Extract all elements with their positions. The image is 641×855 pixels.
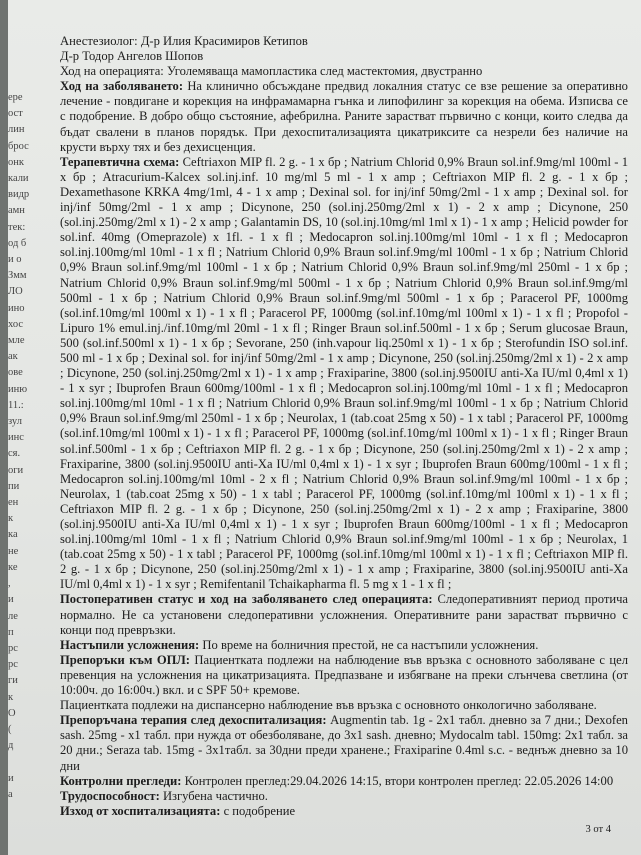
discharge-therapy-label: Препоръчана терапия след дехоспитализация:	[60, 713, 327, 728]
disease-course-section	[60, 79, 628, 154]
work-capacity-label: Трудоспособност:	[60, 788, 160, 803]
postop-label: Постоперативен статус и ход на заболяването след операцията:	[60, 592, 433, 607]
gp-recommendations-section	[60, 653, 628, 698]
operation-label: Ход на операцията:	[60, 64, 164, 79]
follow-up-text: Контролен преглед:29.04.2026 14:15, втори контролен преглед: 22.05.2026 14:00	[184, 773, 614, 788]
discharge-therapy-text: Augmentin tab. 1g - 2x1 табл. дневно за 7 дни.; Dexofen sash. 25mg - x1 табл. при нужда от обезболяване, до 3x1 sash. дневно; Mydocalm tabl. 150mg: 2x1 табл. за 20 дни.; Seraza tab. 15mg - 3x1табл. за 30дни преди хранене.; Fraxiparine 0.4ml s.c. - веднъж дневно за 10 дни	[60, 713, 628, 773]
postop-text: Следоперативният период протича нормално. Не са установени следоперативни усложнения. Оперативните рани зарастват първично с конци под превръзки.	[60, 592, 628, 637]
complications-label: Настъпили усложнения:	[60, 637, 200, 652]
gp-recommendations-text: Пациентката подлежи на наблюдение във връзка с основното заболяване с цел превенция на усложнения на цикатризацията. Предпазване и избягване на преки слънчева светлина (от 10:00ч. до 16:00ч.) вкл. и с SPF 50+ кремове.	[60, 652, 628, 698]
work-capacity-section	[60, 789, 628, 804]
page-number: 3 от 4	[585, 824, 611, 835]
gp-recommendations-text-2: Пациентката подлежи на диспансерно наблюдение във връзка с основното онкологично заболяване.	[60, 698, 597, 713]
therapy-text: Ceftriaxon MIP fl. 2 g. - 1 x бр ; Natrium Chlorid 0,9% Braun sol.inf.9mg/ml 100ml - 1 x бр ; Atracurium-Kalcex sol.inj.inf. 10 mg/ml 5 ml - 1 x amp ; Ceftriaxon MIP fl. 2 g. - 1 x бр ; Dexamethasone KRKA 4mg/1ml, 4 - 1 x amp ; Dexinal sol. for inj/inf 50mg/2ml - 1 x amp ; Dexinal sol. for inj/inf 50mg/2ml - 1 x amp ; Dicynone, 250 (sol.inj.250mg/2ml x 1) - 2 x amp ; Dicynone, 250 (sol.inj.250mg/2ml x 1) - 2 x amp ; Galantamin DS, 10 (sol.inj.10mg/ml 1ml x 1) - 1 x amp ; Helicid powder for sol.inf. 40mg (Omeprazole) x 1fl. - 1 x fl ; Medocapron sol.inj.100mg/ml 10ml - 1 x fl ; Medocapron sol.inj.100mg/ml 10ml - 1 x fl ; Natrium Chlorid 0,9% Braun sol.inf.9mg/ml 100ml - 1 x бр ; Natrium Chlorid 0,9% Braun sol.inf.9mg/ml 100ml - 1 x бр ; Natrium Chlorid 0,9% Braun sol.inf.9mg/ml 250ml - 1 x бр ; Natrium Chlorid 0,9% Braun sol.inf.9mg/ml 500ml - 1 x бр ; Natrium Chlorid 0,9% Braun sol.inf.9mg/ml 500ml - 1 x бр ; Natrium Chlorid 0,9% Braun sol.inf.9mg/ml 500ml - 1 x бр ; Paracerol PF, 1000mg (sol.inf.10mg/ml 100ml x 1) - 1 x fl ; Paracerol PF, 1000mg (sol.inf.10mg/ml 100ml x 1) - 1 x fl ; Propofol - Lipuro 1% emul.inj./inf.10mg/ml 20ml - 1 x fl ; Ringer Braun sol.inf.500ml - 1 x бр ; Serum glucosae Braun, 500 (sol.inf.500ml x 1) - 1 x бр ; Sevorane, 250 (inh.vapour liq.250ml x 1) - 1 x бр ; Sterofundin ISO sol.inf. 500 ml - 1 x бр ; Dexinal sol. for inj/inf 50mg/2ml - 1 x amp ; Dicynone, 250 (sol.inj.250mg/2ml x 1) - 2 x amp ; Dicynone, 250 (sol.inj.250mg/2ml x 1) - 1 x amp ; Fraxiparine, 3800 (sol.inj.9500IU anti-Xa IU/ml 0,4ml x 1) - 1 x syr ; Ibuprofen Braun 600mg/100ml - 1 x fl ; Medocapron sol.inj.100mg/ml 10ml - 1 x fl ; Medocapron sol.inj.100mg/ml 10ml - 1 x fl ; Natrium Chlorid 0,9% Braun sol.inf.9mg/ml 100ml - 1 x бр ; Natrium Chlorid 0,9% Braun sol.inf.9mg/ml 250ml - 1 x бр ; Neurolax, 1 (tab.coat 25mg x 50) - 1 x tabl ; Paracerol PF, 1000mg (sol.inf.10mg/ml 100ml x 1) - 1 x fl ; Paracerol PF, 1000mg (sol.inf.10mg/ml 100ml x 1) - 1 x fl ; Ringer Braun sol.inf.500ml - 1 x бр ; Ceftriaxon MIP fl. 2 g. - 1 x бр ; Dicynone, 250 (sol.inj.250mg/2ml x 1) - 2 x amp ; Fraxiparine, 3800 (sol.inj.9500IU anti-Xa IU/ml 0,4ml x 1) - 1 x syr ; Ibuprofen Braun 600mg/100ml - 1 x fl ; Medocapron sol.inj.100mg/ml 10ml - 2 x fl ; Natrium Chlorid 0,9% Braun sol.inf.9mg/ml 100ml - 1 x бр ; Neurolax, 1 (tab.coat 25mg x 50) - 1 x tabl ; Paracerol PF, 1000mg (sol.inf.10mg/ml 100ml x 1) - 1 x fl ; Ceftriaxon MIP fl. 2 g. - 1 x бр ; Dicynone, 250 (sol.inj.250mg/2ml x 1) - 2 x amp ; Fraxiparine, 3800 (sol.inj.9500IU anti-Xa IU/ml 0,4ml x 1) - 1 x syr ; Ibuprofen Braun 600mg/100ml - 1 x fl ; Medocapron sol.inj.100mg/ml 10ml - 1 x fl ; Natrium Chlorid 0,9% Braun sol.inf.9mg/ml 100ml - 1 x бр ; Neurolax, 1 (tab.coat 25mg x 50) - 1 x tabl ; Paracerol PF, 1000mg (sol.inf.10mg/ml 100ml x 1) - 1 x fl ; Ceftriaxon MIP fl. 2 g. - 1 x бр ; Dicynone, 250 (sol.inj.250mg/2ml x 1) - 1 x amp ; Fraxiparine, 3800 (sol.inj.9500IU anti-Xa IU/ml 0,4ml x 1) - 1 x syr ; Remifentanil Tchaikapharma fl. 5 mg x 1 - 1 x fl ;	[60, 154, 628, 592]
complications-section	[60, 638, 628, 653]
operation-text: Уголемяваща мамопластика след мастектомия, двустранно	[166, 64, 483, 79]
operation-line	[60, 64, 628, 79]
therapy-section	[60, 155, 628, 593]
work-capacity-text: Изгубена частично.	[162, 788, 268, 803]
document-page	[8, 0, 641, 855]
document-content	[60, 34, 628, 819]
complications-text: По време на болничния престой, не са настъпили усложнения.	[202, 637, 539, 652]
outcome-text: с подобрение	[223, 803, 296, 818]
therapy-label: Терапевтична схема:	[60, 154, 180, 169]
follow-up-section	[60, 774, 628, 789]
disease-course-label: Ход на заболяването:	[60, 79, 184, 94]
gp-recommendations-label: Препоръки към ОПЛ:	[60, 652, 190, 667]
disease-course-text: На клинично обсъждане предвид локалния статус се взе решение за оперативно лечение - повдигане и корекция на инфрамамарна гънка и липофилинг за корекция на обема. Изписва се с подобрение. В добро общо състояние, афебрилна. Раните зарастват първично с конци, които следва да бъдат свалени в планов порядък. При дехоспитализацията цикатриксите са незрели без наличие на крусти върху тях и без дехисценция.	[60, 79, 628, 154]
discharge-therapy-section	[60, 713, 628, 773]
outcome-section	[60, 804, 628, 819]
second-doctor-line: Д-р Тодор Ангелов Шопов	[60, 49, 204, 64]
outcome-label: Изход от хоспитализацията:	[60, 803, 221, 818]
previous-page-bleed-text: ере ост лин брос онк кали видр амн тек: од б и о Змм ЛО ино хос мле ак ове иню 11.: зул инс ся. оги пи ен к ка не ке , и ле п рс рс ги к О ( д и а	[8, 92, 30, 800]
follow-up-label: Контролни прегледи:	[60, 773, 182, 788]
postop-section	[60, 592, 628, 637]
anesthesiologist-line: Анестезиолог: Д-р Илия Красимиров Кетипов	[60, 34, 308, 48]
